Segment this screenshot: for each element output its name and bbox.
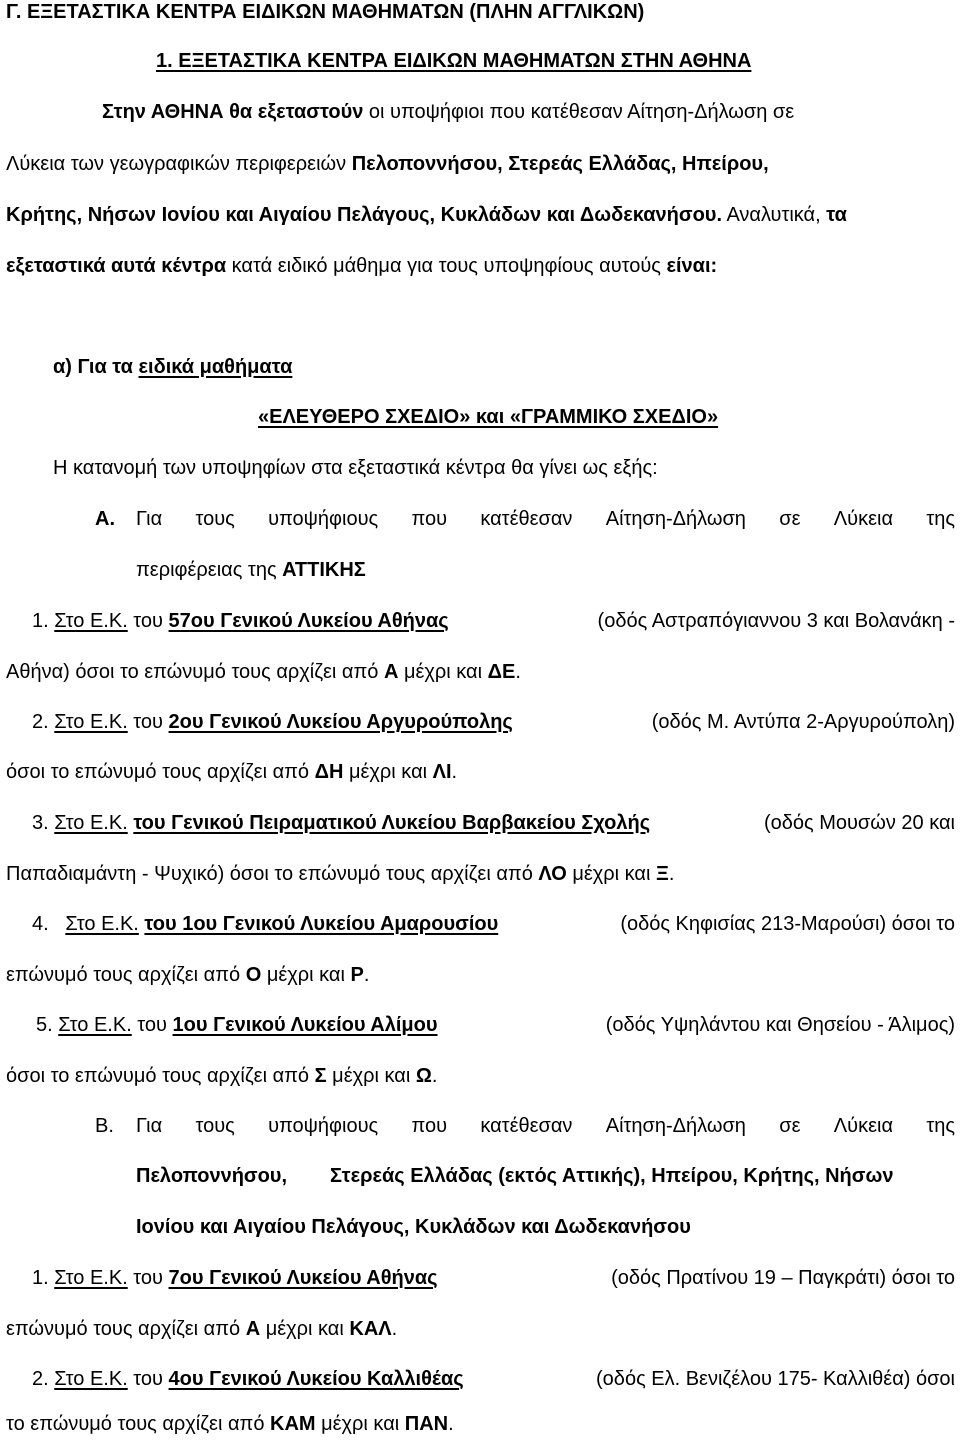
group-a-item-5-line-1 — [36, 1013, 955, 1037]
intro-text: οι υποψήφιοι που κατέθεσαν Αίτηση-Δήλωση σε — [363, 101, 795, 123]
item-address: (οδός Ελ. Βενιζέλου 175- Καλλιθέα) όσοι — [590, 1368, 955, 1390]
item-number: 2. — [32, 1368, 49, 1390]
item-text: μέχρι και — [343, 761, 433, 783]
item-mid: του — [127, 1267, 169, 1289]
item-from: Σ — [314, 1065, 327, 1087]
item-text: μέχρι και — [398, 661, 488, 683]
group-b-letter: Β. — [95, 1115, 114, 1137]
item-mid: του — [127, 610, 169, 632]
word: Αίτηση-Δήλωση — [605, 1115, 746, 1137]
section-title: Γ. ΕΞΕΤΑΣΤΙΚΑ ΚΕΝΤΡΑ ΕΙΔΙΚΩΝ ΜΑΘΗΜΑΤΩΝ (ΠΛΗΝ ΑΓΓΛΙΚΩΝ) — [6, 1, 645, 23]
item-text: μέχρι και — [261, 964, 351, 986]
item-text: μέχρι και — [260, 1318, 350, 1340]
word: τους — [195, 508, 235, 530]
word: Λύκεια — [833, 508, 894, 530]
item-ek: Στο Ε.Κ. — [54, 610, 128, 632]
group-a-item-1-line-2 — [6, 660, 521, 684]
item-number: 4. — [32, 913, 49, 935]
item-school: 2ου Γενικού Λυκείου Αργυρούπολης — [168, 711, 513, 733]
item-end: . — [515, 661, 521, 683]
item-text: το επώνυμό τους αρχίζει από — [6, 1413, 271, 1435]
item-school: του Γενικού Πειραματικού Λυκείου Βαρβακείου Σχολής — [133, 812, 651, 834]
item-end: . — [448, 1413, 454, 1435]
item-address: (οδός Κηφισίας 213-Μαρούσι) όσοι το — [614, 913, 955, 935]
word: Για — [136, 1115, 163, 1137]
word: που — [411, 508, 448, 530]
group-b-regions-c: Ιονίου και Αιγαίου Πελάγους, Κυκλάδων και Δωδεκανήσου — [136, 1216, 691, 1238]
item-address: (οδός Υψηλάντου και Θησείου - Άλιμος) — [600, 1014, 955, 1036]
item-end: . — [451, 761, 458, 783]
intro-text: Λύκεια των γεωγραφικών περιφερειών — [6, 153, 352, 175]
group-a-item-2-line-1 — [32, 710, 955, 734]
item-to: ΠΑΝ — [404, 1413, 449, 1435]
item-from: Α — [245, 1318, 261, 1340]
group-a-text: περιφέρειας της — [136, 559, 283, 581]
subsection-title: 1. ΕΞΕΤΑΣΤΙΚΑ ΚΕΝΤΡΑ ΕΙΔΙΚΩΝ ΜΑΘΗΜΑΤΩΝ ΣΤΗΝ ΑΘΗΝΑ — [156, 50, 752, 72]
item-text: επώνυμό τους αρχίζει από — [6, 964, 246, 986]
item-text: μέχρι και — [326, 1065, 416, 1087]
group-b-regions-a: Πελοποννήσου, — [136, 1165, 288, 1187]
item-end: . — [391, 1318, 398, 1340]
word: Για — [136, 508, 163, 530]
item-school: 1ου Γενικού Λυκείου Αλίμου — [172, 1014, 438, 1036]
item-mid: του — [131, 1014, 173, 1036]
item-to: Ω — [415, 1065, 432, 1087]
item-ek: Στο Ε.Κ. — [54, 812, 128, 834]
item-to: Ξ — [655, 863, 669, 885]
word: υποψήφιους — [268, 508, 379, 530]
item-number: 3. — [32, 812, 49, 834]
intro-line-1 — [102, 100, 794, 124]
subject-heading-prefix: α) Για τα — [53, 356, 139, 378]
item-from: ΛΟ — [538, 863, 567, 885]
word: σε — [779, 508, 801, 530]
intro-line-4 — [6, 254, 717, 278]
item-ek: Στο Ε.Κ. — [54, 711, 128, 733]
group-b-item-1-line-2 — [6, 1317, 397, 1341]
word: κατέθεσαν — [480, 1115, 573, 1137]
word: κατέθεσαν — [480, 508, 573, 530]
item-from: ΚΑΜ — [270, 1413, 316, 1435]
group-a-line-1 — [136, 507, 955, 531]
group-a-item-1-line-1 — [32, 609, 955, 633]
item-number: 1. — [32, 1267, 49, 1289]
intro-bold: εξεταστικά αυτά κέντρα — [6, 255, 227, 277]
item-school: του 1ου Γενικού Λυκείου Αμαρουσίου — [144, 913, 499, 935]
item-ek: Στο Ε.Κ. — [65, 913, 139, 935]
word: που — [411, 1115, 448, 1137]
item-from: ΔΗ — [314, 761, 344, 783]
intro-regions: Κρήτης, Νήσων Ιονίου και Αιγαίου Πελάγους, Κυκλάδων και Δωδεκανήσου. — [6, 204, 722, 226]
word: της — [926, 508, 955, 530]
group-a-item-3-line-2 — [6, 862, 674, 886]
subject-courses: «ΕΛΕΥΘΕΡΟ ΣΧΕΔΙΟ» και «ΓΡΑΜΜΙΚΟ ΣΧΕΔΙΟ» — [258, 406, 719, 428]
item-to: ΔΕ — [487, 661, 516, 683]
item-end: . — [363, 964, 370, 986]
group-b-item-1-line-1 — [32, 1266, 955, 1290]
item-end: . — [668, 863, 675, 885]
intro-text: Αναλυτικά, — [722, 204, 827, 226]
intro-line-2 — [6, 152, 769, 176]
intro-regions: Πελοποννήσου, Στερεάς Ελλάδας, Ηπείρου, — [351, 153, 769, 175]
item-school: 4ου Γενικού Λυκείου Καλλιθέας — [168, 1368, 464, 1390]
item-address: (οδός Πρατίνου 19 – Παγκράτι) όσοι το — [605, 1267, 955, 1289]
item-to: ΛΙ — [432, 761, 452, 783]
item-ek: Στο Ε.Κ. — [54, 1267, 128, 1289]
item-number: 5. — [36, 1014, 53, 1036]
intro-line-3 — [6, 203, 847, 227]
subject-heading — [53, 355, 292, 379]
word: της — [926, 1115, 955, 1137]
group-a-item-5-line-2 — [6, 1064, 437, 1088]
item-school: 7ου Γενικού Λυκείου Αθήνας — [168, 1267, 438, 1289]
item-mid: του — [127, 711, 169, 733]
item-from: Α — [383, 661, 399, 683]
group-b-line-1 — [136, 1114, 955, 1138]
word: Αίτηση-Δήλωση — [605, 508, 746, 530]
item-number: 2. — [32, 711, 49, 733]
item-end: . — [431, 1065, 438, 1087]
item-text: Αθήνα) όσοι το επώνυμό τους αρχίζει από — [6, 661, 384, 683]
subject-heading-underlined: ειδικά μαθήματα — [138, 356, 293, 378]
item-ek: Στο Ε.Κ. — [58, 1014, 132, 1036]
intro-bold: τα — [826, 204, 847, 226]
item-text: επώνυμό τους αρχίζει από — [6, 1318, 246, 1340]
item-ek: Στο Ε.Κ. — [54, 1368, 128, 1390]
item-address: (οδός Αστραπόγιαννου 3 και Βολανάκη - — [592, 610, 955, 632]
item-school: 57ου Γενικού Λυκείου Αθήνας — [168, 610, 449, 632]
item-text: μέχρι και — [566, 863, 656, 885]
intro-bold: Στην ΑΘΗΝΑ θα εξεταστούν — [102, 101, 364, 123]
group-a-region: ΑΤΤΙΚΗΣ — [282, 559, 366, 581]
item-address: (οδός Μουσών 20 και — [758, 812, 955, 834]
word: τους — [195, 1115, 235, 1137]
group-b-regions-b: Στερεάς Ελλάδας (εκτός Αττικής), Ηπείρου, Κρήτης, Νήσων — [330, 1165, 894, 1187]
item-number: 1. — [32, 610, 49, 632]
group-a-letter: Α. — [95, 508, 115, 530]
item-address: (οδός Μ. Αντύπα 2-Αργυρούπολη) — [646, 711, 955, 733]
item-to: Ρ — [350, 964, 364, 986]
item-text: Παπαδιαμάντη - Ψυχικό) όσοι το επώνυμό τους αρχίζει από — [6, 863, 539, 885]
word: Λύκεια — [833, 1115, 894, 1137]
group-a-line-2 — [136, 558, 366, 582]
group-b-item-2-line-2 — [6, 1412, 454, 1436]
word: υποψήφιους — [268, 1115, 379, 1137]
item-mid: του — [127, 1368, 169, 1390]
group-a-item-2-line-2 — [6, 760, 457, 784]
item-text: μέχρι και — [315, 1413, 405, 1435]
item-from: Ο — [245, 964, 262, 986]
intro-text: κατά ειδικό μάθημα για τους υποψηφίους αυτούς — [226, 255, 667, 277]
group-b-item-2-line-1 — [32, 1367, 955, 1391]
group-a-item-3-line-1 — [32, 811, 955, 835]
intro-bold: είναι: — [666, 255, 718, 277]
item-text: όσοι το επώνυμό τους αρχίζει από — [6, 761, 315, 783]
item-text: όσοι το επώνυμό τους αρχίζει από — [6, 1065, 315, 1087]
word: σε — [779, 1115, 801, 1137]
group-a-item-4-line-2 — [6, 963, 369, 987]
group-a-item-4-line-1 — [32, 912, 955, 936]
distribution-text: Η κατανομή των υποψηφίων στα εξεταστικά κέντρα θα γίνει ως εξής: — [53, 457, 658, 479]
item-to: ΚΑΛ — [349, 1318, 392, 1340]
